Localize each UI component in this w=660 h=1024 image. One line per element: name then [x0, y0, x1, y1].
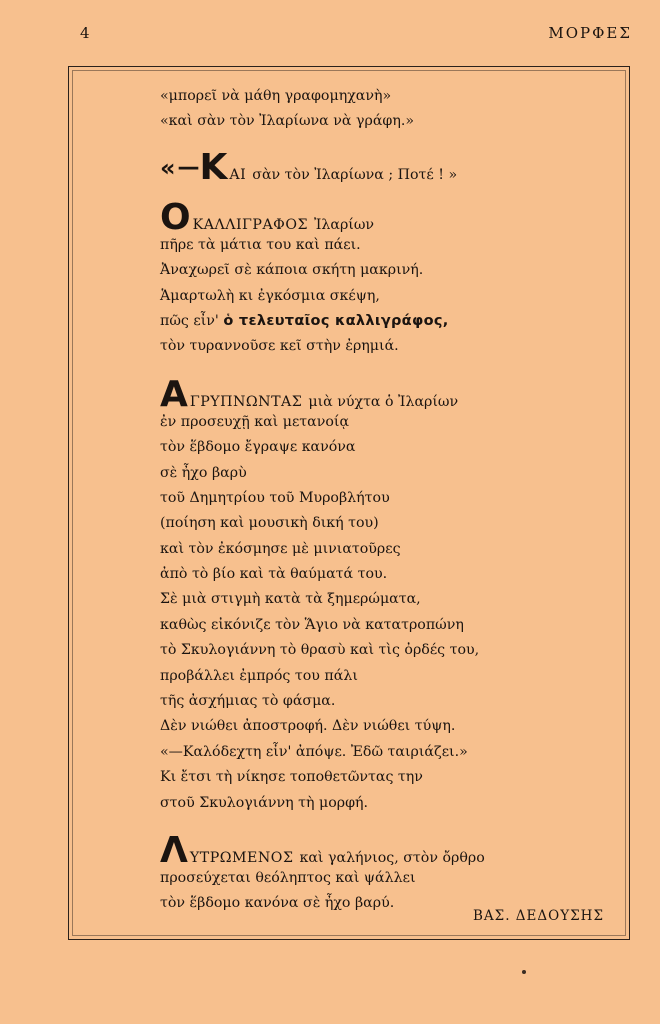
poem-line: στοῦ Σκυλογιάννη τὴ μορφή. — [160, 794, 369, 811]
poem-line: ἀπὸ τὸ βίο καὶ τὰ θαύματά του. — [160, 566, 388, 583]
lead-caps: ΥΤΡΩΜΕΝΟΣ — [189, 849, 294, 866]
lead-rest: μιὰ νύχτα ὁ Ἰλαρίων — [308, 393, 459, 410]
open-quote: « — [160, 153, 176, 182]
poem-line: Ἁμαρτωλὴ κι ἐγκόσμια σκέψη, — [160, 287, 380, 304]
lead-caps: ΑΙ — [229, 166, 247, 183]
poem-line — [160, 309, 600, 334]
poem-line: «μπορεῖ νὰ μάθη γραφομηχανὴ» — [160, 88, 392, 104]
poem-line: «καὶ σὰν τὸν Ἰλαρίωνα νὰ γράφη.» — [160, 113, 415, 130]
drop-initial: Κ — [199, 146, 228, 188]
poem-line: τὸν τυραννοῦσε κεῖ στὴν ἐρημιά. — [160, 338, 399, 355]
lead-caps: ΚΑΛΛΙΓΡΑΦΟΣ — [192, 216, 308, 233]
poem-line: τὸν ἕβδομο κανόνα σὲ ἦχο βαρύ. — [160, 895, 395, 912]
poem-line: προβάλλει ἐμπρός του πάλι — [160, 667, 358, 684]
poem-line: Ἀναχωρεῖ σὲ κάποια σκήτη μακρινή. — [160, 262, 424, 279]
page-number: 4 — [80, 24, 91, 42]
poem-line: Κι ἔτσι τὴ νίκησε τοποθετῶντας την — [160, 769, 423, 786]
ink-speck — [522, 970, 526, 974]
poem — [160, 84, 600, 917]
poem-line-text: πῶς εἶν' — [160, 312, 219, 329]
poem-line: ἐν προσευχῇ καὶ μετανοίᾳ — [160, 413, 350, 430]
author-signature: ΒΑΣ. ΔΕΔΟΥΣΗΣ — [473, 908, 604, 924]
lead-rest: Ἰλαρίων — [313, 216, 375, 233]
poem-line: Σὲ μιὰ στιγμὴ κατὰ τὰ ξημερώματα, — [160, 591, 421, 608]
poem-line: «—Καλόδεχτη εἶν' ἀπόψε. Ἐδῶ ταιριάζει.» — [160, 743, 468, 760]
dash: — — [177, 154, 200, 180]
drop-initial: Α — [160, 373, 188, 415]
drop-initial: Ο — [160, 196, 191, 238]
stanza-3-opening — [160, 829, 600, 871]
drop-initial: Λ — [160, 829, 188, 871]
poem-line: τῆς ἀσχήμιας τὸ φάσμα. — [160, 693, 336, 710]
poem-line: καὶ τὸν ἐκόσμησε μὲ μινιατοῦρες — [160, 540, 401, 557]
poem-line: τοῦ Δημητρίου τοῦ Μυροβλήτου — [160, 489, 390, 506]
exclamation-line — [160, 146, 600, 188]
poem-line: σὲ ἦχο βαρὺ — [160, 464, 247, 481]
poem-line: πῆρε τὰ μάτια του καὶ πάει. — [160, 236, 361, 253]
stanza-2-opening — [160, 373, 600, 415]
lead-rest: καὶ γαλήνιος, στὸν ὄρθρο — [299, 849, 485, 866]
poem-line: Δὲν νιώθει ἀποστροφή. Δὲν νιώθει τύψη. — [160, 718, 456, 735]
poem-line: καθὼς εἰκόνιζε τὸν Ἅγιο νὰ κατατροπώνη — [160, 616, 464, 633]
lead-rest: σὰν τὸν Ἰλαρίωνα ; Ποτέ ! » — [252, 166, 458, 183]
poem-line: προσεύχεται θεόληπτος καὶ ψάλλει — [160, 869, 416, 886]
stanza-1-opening — [160, 196, 600, 238]
journal-name: ΜΟΡΦΕΣ — [548, 24, 632, 42]
poem-line: (ποίηση καὶ μουσικὴ δική του) — [160, 515, 379, 532]
poem-line: τὸ Σκυλογιάννη τὸ θρασὺ καὶ τὶς ὀρδές του, — [160, 642, 480, 659]
poem-line: τὸν ἕβδομο ἔγραψε κανόνα — [160, 439, 356, 456]
lead-caps: ΓΡΥΠΝΩΝΤΑΣ — [189, 393, 303, 410]
bold-phrase: ὁ τελευταῖος καλλιγράφος, — [223, 312, 449, 329]
